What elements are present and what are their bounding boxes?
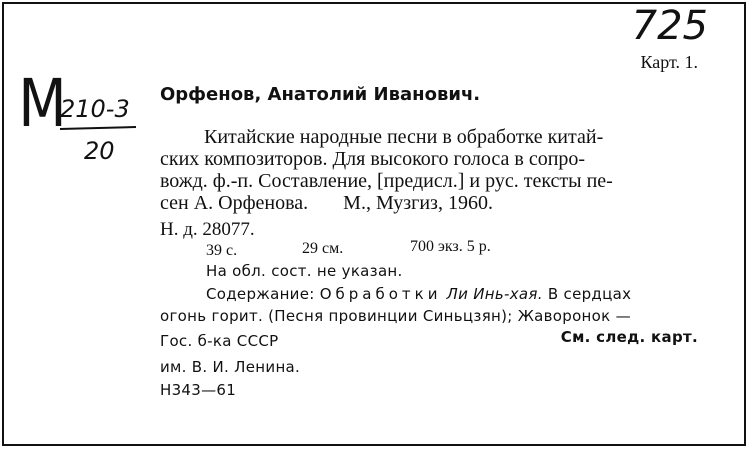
plate-number: Н. д. 28077. xyxy=(160,219,255,240)
shelf-mark-divider xyxy=(58,124,138,132)
library-line-2: им. В. И. Ленина. xyxy=(160,358,301,376)
card-number: Карт. 1. xyxy=(640,52,698,72)
see-next-card: См. след. карт. xyxy=(560,328,698,346)
physical-copies: 700 экз. 5 р. xyxy=(410,238,491,255)
card-border xyxy=(2,2,746,446)
description-line-4: сен А. Орфенова. М., Музгиз, 1960. xyxy=(160,192,493,214)
contents-word-spaced: Обработки xyxy=(319,285,442,303)
description-line-3: вожд. ф.-п. Составление, [предисл.] и рус. тексты пе- xyxy=(160,170,613,192)
contents-line1-rest: В сердцах xyxy=(547,285,632,303)
physical-size: 29 см. xyxy=(302,240,344,257)
shelf-mark-top: 210-3 xyxy=(60,95,130,123)
contents-line-1 xyxy=(206,284,631,304)
shelf-mark-letter: М xyxy=(18,65,67,142)
description-line-1: Китайские народные песни в обработке китай- xyxy=(204,126,604,148)
description-line-2: ских композиторов. Для высокого голоса в сопро- xyxy=(160,148,586,170)
handwritten-number: 725 xyxy=(631,3,708,49)
contents-label: Содержание: xyxy=(206,285,315,303)
physical-pages: 39 с. xyxy=(206,242,238,259)
order-code: Н343—61 xyxy=(160,381,237,399)
cover-note: На обл. сост. не указан. xyxy=(206,262,403,280)
contents-italic: Ли Инь-хая. xyxy=(446,285,543,303)
library-line-1: Гос. б-ка СССР xyxy=(160,332,279,350)
contents-line-2: огонь горит. (Песня провинции Синьцзян); Жаворонок — xyxy=(160,307,631,325)
author-heading: Орфенов, Анатолий Иванович. xyxy=(160,84,481,105)
shelf-mark-bottom: 20 xyxy=(84,137,115,165)
